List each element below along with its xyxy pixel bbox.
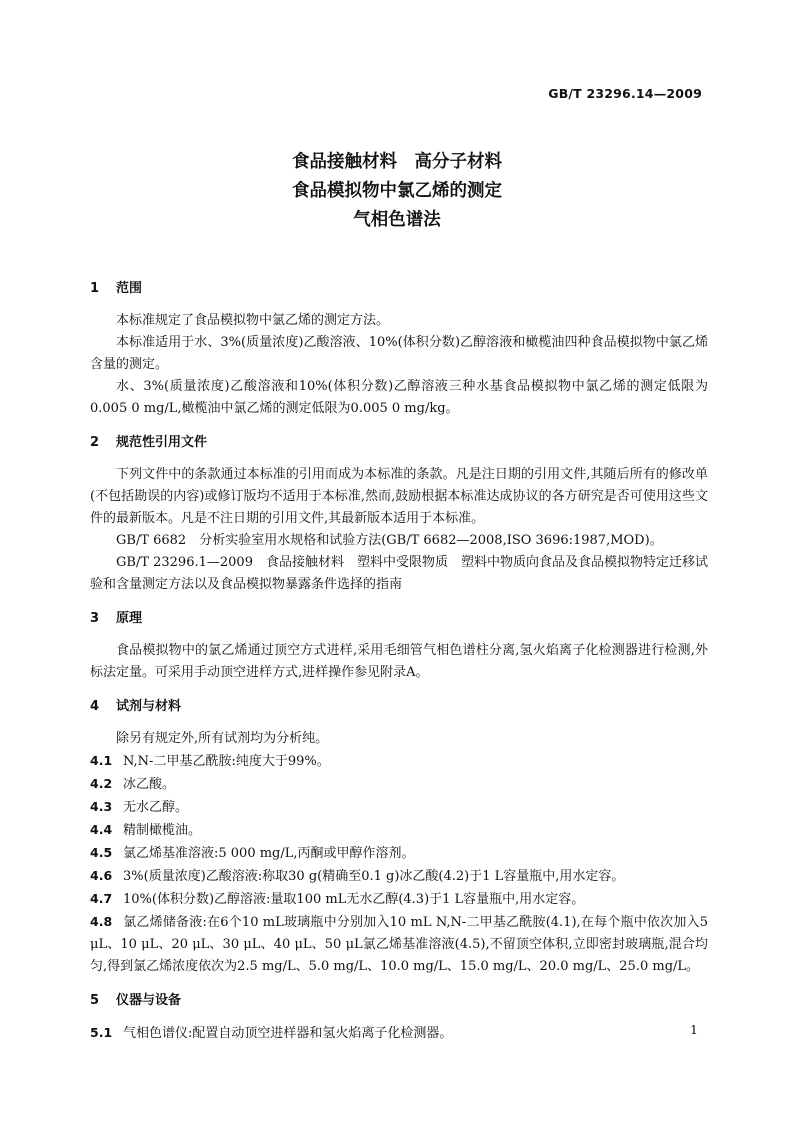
section-heading-scope	[90, 278, 708, 300]
section-heading-reagents	[90, 696, 708, 718]
clause-number: 4.1	[90, 753, 113, 768]
clause-text: 冰乙酸。	[123, 777, 176, 792]
clause-text: 氯乙烯基准溶液:5 000 mg/L,丙酮或甲醇作溶剂。	[123, 846, 415, 861]
paragraph: 食品模拟物中的氯乙烯通过顶空方式进样,采用毛细管气相色谱柱分离,氢火焰离子化检测器进行检测,外标法定量。可采用手动顶空进样方式,进样操作参见附录A。	[90, 643, 708, 680]
clause-item	[90, 842, 708, 865]
document-body	[90, 272, 708, 1045]
clause-text: 3%(质量浓度)乙酸溶液:称取30 g(精确至0.1 g)冰乙酸(4.2)于1 L容量瓶中,用水定容。	[123, 869, 625, 884]
clause-text: 氯乙烯储备液:在6个10 mL玻璃瓶中分别加入10 mL N,N-二甲基乙酰胺(4.1),在每个瓶中依次加入5 μL、10 μL、20 μL、30 μL、40 μL、50 μL氯乙烯基准溶液(4.5),不留顶空体积,立即密封玻璃瓶,混合均匀,得到氯乙烯浓度依次为2.5 mg/L、5.0 mg/L、10.0 mg/L、15.0 mg/L、20.0 mg/L、25.0 mg/L。	[90, 915, 708, 974]
title-line-2: 食品模拟物中氯乙烯的测定	[292, 181, 502, 201]
section-number: 3	[90, 611, 100, 626]
clause-item	[90, 911, 708, 978]
section-number: 2	[90, 435, 100, 450]
title-line-1: 食品接触材料 高分子材料	[292, 152, 502, 172]
paragraph: 水、3%(质量浓度)乙酸溶液和10%(体积分数)乙醇溶液三种水基食品模拟物中氯乙烯的测定低限为0.005 0 mg/L,橄榄油中氯乙烯的测定低限为0.005 0 mg/kg。	[90, 379, 708, 416]
clause-item	[90, 865, 708, 888]
clause-number: 4.6	[90, 868, 113, 883]
section-heading-apparatus	[90, 990, 708, 1012]
section-number: 4	[90, 699, 100, 714]
clause-text: N,N-二甲基乙酰胺:纯度大于99%。	[123, 754, 330, 769]
paragraph: 本标准规定了食品模拟物中氯乙烯的测定方法。	[116, 313, 390, 328]
section-title: 原理	[116, 611, 143, 626]
clause-text: 10%(体积分数)乙醇溶液:量取100 mL无水乙醇(4.3)于1 L容量瓶中,用水定容。	[123, 892, 585, 907]
clause-text: 精制橄榄油。	[123, 823, 202, 838]
clause-number: 5.1	[90, 1025, 113, 1040]
section-number: 1	[90, 281, 100, 296]
document-title	[0, 148, 794, 235]
clause-number: 4.4	[90, 822, 113, 837]
clause-item	[90, 819, 708, 842]
title-line-3: 气相色谱法	[353, 210, 441, 230]
clause-item	[90, 1022, 708, 1045]
clause-item	[90, 773, 708, 796]
clause-number: 4.8	[90, 914, 113, 929]
section-heading-references	[90, 432, 708, 454]
clause-item	[90, 888, 708, 911]
clause-text: 气相色谱仪:配置自动顶空进样器和氢火焰离子化检测器。	[123, 1026, 453, 1041]
clause-number: 4.7	[90, 891, 113, 906]
section-title: 范围	[116, 281, 143, 296]
clause-text: 无水乙醇。	[123, 800, 189, 815]
clause-item	[90, 750, 708, 773]
page-number: 1	[690, 1022, 698, 1037]
section-number: 5	[90, 993, 100, 1008]
paragraph: 除另有规定外,所有试剂均为分析纯。	[116, 731, 329, 746]
section-title: 规范性引用文件	[116, 435, 208, 450]
clause-number: 4.3	[90, 799, 113, 814]
paragraph: 下列文件中的条款通过本标准的引用而成为本标准的条款。凡是注日期的引用文件,其随后所有的修改单(不包括勘误的内容)或修订版均不适用于本标准,然而,鼓励根据本标准达成协议的各方研究是否可使用这些文件的最新版本。凡是不注日期的引用文件,其最新版本适用于本标准。	[90, 467, 708, 526]
paragraph: 本标准适用于水、3%(质量浓度)乙酸溶液、10%(体积分数)乙醇溶液和橄榄油四种食品模拟物中氯乙烯含量的测定。	[90, 335, 708, 372]
section-heading-principle	[90, 608, 708, 630]
clause-item	[90, 796, 708, 819]
clause-number: 4.2	[90, 776, 113, 791]
clause-number: 4.5	[90, 845, 113, 860]
section-title: 仪器与设备	[116, 993, 182, 1008]
standard-code: GB/T 23296.14—2009	[548, 86, 702, 101]
reference-item: GB/T 23296.1—2009 食品接触材料 塑料中受限物质 塑料中物质向食品及食品模拟物特定迁移试验和含量测定方法以及食品模拟物暴露条件选择的指南	[90, 555, 708, 592]
section-title: 试剂与材料	[116, 699, 182, 714]
reference-item: GB/T 6682 分析实验室用水规格和试验方法(GB/T 6682—2008,ISO 3696:1987,MOD)。	[116, 533, 663, 548]
